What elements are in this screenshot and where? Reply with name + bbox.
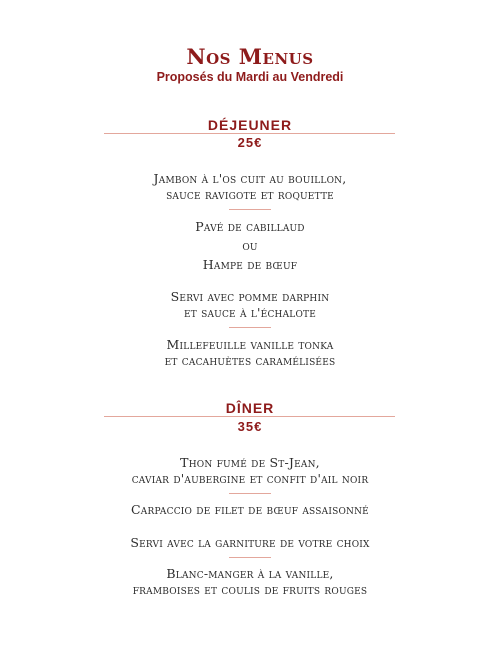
dish-separator [229, 557, 271, 558]
dinner-section-title: DÎNER [225, 400, 275, 416]
lunch-dish-line: Servi avec pomme darphin [170, 289, 330, 304]
dinner-dish-line: Carpaccio de filet de bœuf assaisonné [131, 502, 369, 517]
lunch-dish-line: Jambon à l'os cuit au bouillon, [153, 171, 347, 186]
dinner-dish-line: Blanc-manger à la vanille, [166, 566, 334, 581]
dish-separator [229, 493, 271, 494]
lunch-dish-line: ou [242, 238, 258, 253]
page-title: Nos Menus [186, 44, 314, 69]
dinner-dish-line: caviar d'aubergine et confit d'ail noir [131, 471, 369, 486]
dish-separator [229, 209, 271, 210]
lunch-dish-line: et cacahuètes caramélisées [164, 353, 336, 368]
lunch-price: 25€ [237, 135, 263, 150]
lunch-section-title: DÉJEUNER [207, 117, 293, 133]
lunch-dish-line: Pavé de cabillaud [195, 219, 305, 234]
page-subtitle: Proposés du Mardi au Vendredi [156, 70, 344, 84]
dinner-dish-line: Thon fumé de St-Jean, [180, 455, 320, 470]
dinner-price: 35€ [237, 419, 263, 434]
lunch-section-rule [104, 133, 395, 134]
dinner-section-rule [104, 416, 395, 417]
dinner-dish-line: framboises et coulis de fruits rouges [132, 582, 368, 597]
lunch-dish-line: sauce ravigote et roquette [166, 187, 334, 202]
lunch-dish-line: Hampe de bœuf [202, 257, 298, 272]
dinner-dish-line: Servi avec la garniture de votre choix [130, 535, 370, 550]
lunch-dish-line: et sauce à l'échalote [183, 305, 317, 320]
dish-separator [229, 327, 271, 328]
lunch-dish-line: Millefeuille vanille tonka [166, 337, 334, 352]
